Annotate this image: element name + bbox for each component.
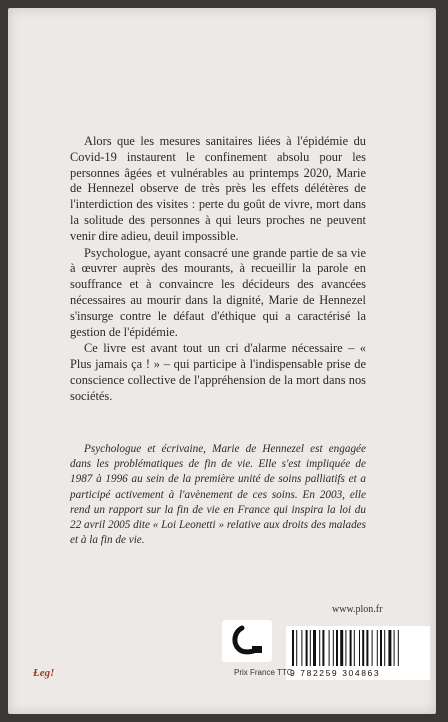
- barcode-bar: [306, 630, 308, 666]
- barcode-bar: [388, 630, 391, 666]
- blurb-paragraph-1: Alors que les mesures sanitaires liées à l'épidémie du Covid-19 instaurent le confinement absolu pour les personnes âgées et vulnérables au printemps 2020, Marie de Hennezel observe de très près les effets délétères de l'interdiction des visites : perte du goût de vivre, mort dans la solitude des personnes à qui leurs proches ne peuvent venir dire adieu, deuil impossible.: [70, 134, 366, 243]
- barcode-bar: [340, 630, 343, 666]
- barcode-bar: [354, 630, 355, 666]
- barcode-bar: [301, 630, 302, 666]
- barcode-bar: [362, 630, 364, 666]
- barcode-bar: [329, 630, 330, 666]
- barcode-bar: [359, 630, 360, 666]
- price-label: Prix France TTC: [234, 668, 293, 677]
- barcode-number: 9 782259 304863: [290, 668, 381, 678]
- author-bio: Psychologue et écrivaine, Marie de Hennezel est engagée dans les problématiques de fin de vie. Elle s'est impliquée de 1987 à 1996 au sein de la première unité de soins palliatifs et a participé activement à l'avènement de ces soins. En 2003, elle rend un rapport sur la fin de vie en France qui inspira la loi du 22 avril 2005 dite « Loi Leonetti » relative aux droits des malades et à la fin de vie.: [70, 443, 366, 547]
- book-back-cover: [8, 8, 436, 714]
- barcode-bar: [350, 630, 352, 666]
- publisher-website: www.plon.fr: [332, 604, 383, 615]
- barcode-bar: [310, 630, 311, 666]
- barcode-bar: [398, 630, 399, 666]
- barcode: [286, 626, 430, 680]
- barcode-bar: [322, 630, 324, 666]
- sticker: [222, 620, 272, 662]
- barcode-bar: [313, 630, 316, 666]
- barcode-bars: [290, 630, 426, 666]
- barcode-bar: [296, 630, 297, 666]
- barcode-bar: [333, 630, 334, 666]
- barcode-bar: [366, 630, 368, 666]
- sticker-mark-icon: [222, 620, 272, 662]
- barcode-bar: [345, 630, 346, 666]
- blurb-paragraph-2: Psychologue, ayant consacré une grande partie de sa vie à œuvrer auprès des mourants, à recueillir la parole en souffrance et à convaincre les décideurs des avancées nécessaires au mourir dans la dignité, Marie de Hennezel s'insurge contre le défaut d'éthique qui a caractérisé la gestion de l'épidémie.: [70, 245, 366, 339]
- barcode-bar: [372, 630, 373, 666]
- barcode-bar: [394, 630, 395, 666]
- barcode-bar: [380, 630, 382, 666]
- back-cover-blurb: [70, 134, 366, 406]
- barcode-bar: [377, 630, 378, 666]
- blurb-paragraph-3: Ce livre est avant tout un cri d'alarme nécessaire – « Plus jamais ça ! » – qui participe à l'indispensable prise de conscience collective de l'appréhension de la mort dans nos sociétés.: [70, 341, 366, 403]
- barcode-bar: [292, 630, 294, 666]
- barcode-bar: [384, 630, 385, 666]
- publisher-logo: Ɫeg!: [33, 667, 55, 679]
- barcode-bar: [319, 630, 320, 666]
- barcode-bar: [336, 630, 338, 666]
